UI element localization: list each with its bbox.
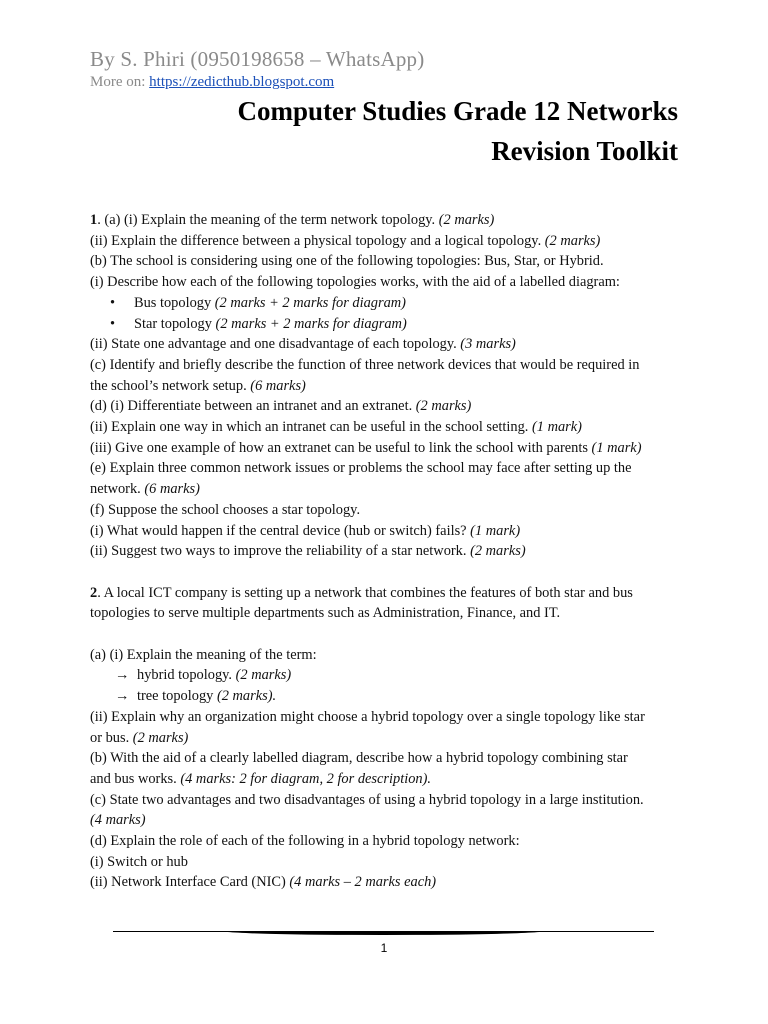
q1-line bbox=[90, 417, 680, 438]
paragraph-gap bbox=[90, 562, 680, 583]
q2-text: and bus works. bbox=[90, 770, 181, 787]
q1-text: (ii) State one advantage and one disadvantage of each topology. bbox=[90, 336, 461, 353]
q2-line: topologies to serve multiple departments such as Administration, Finance, and IT. bbox=[90, 605, 561, 622]
marks: (2 marks) bbox=[132, 729, 189, 746]
q1-line: (e) Explain three common network issues or problems the school may face after setting up the bbox=[90, 460, 632, 477]
marks: (2 marks). bbox=[216, 688, 277, 705]
q2-number: 2 bbox=[90, 584, 98, 601]
q2-line bbox=[90, 810, 680, 831]
bullet-text: Star topology bbox=[134, 315, 216, 332]
q2-line: (ii) Explain why an organization might choose a hybrid topology over a single topology like star bbox=[90, 708, 645, 725]
page-number: 1 bbox=[380, 941, 388, 955]
footer-divider bbox=[113, 931, 654, 937]
q1-line bbox=[90, 210, 680, 231]
q1-line: (i) Describe how each of the following topologies works, with the aid of a labelled diagram: bbox=[90, 274, 620, 291]
marks: (2 marks) bbox=[470, 543, 526, 560]
marks: (2 marks) bbox=[438, 212, 495, 228]
marks: (2 marks + 2 marks for diagram) bbox=[214, 294, 406, 311]
bullet-text: Bus topology bbox=[134, 294, 215, 311]
q1-line bbox=[90, 334, 680, 355]
marks: (2 marks) bbox=[415, 398, 472, 415]
q1-line bbox=[90, 231, 680, 252]
q2-text: or bus. bbox=[90, 729, 133, 746]
marks: (6 marks) bbox=[250, 377, 306, 394]
author-byline: By S. Phiri (0950198658 – WhatsApp) bbox=[90, 47, 425, 71]
q1-line bbox=[90, 479, 680, 500]
marks: (3 marks) bbox=[460, 336, 516, 353]
footer-divider-accent bbox=[223, 931, 544, 935]
q2-line bbox=[90, 872, 680, 893]
marks: (4 marks: 2 for diagram, 2 for description). bbox=[180, 770, 431, 787]
q1-line bbox=[90, 438, 680, 459]
document-title-line-1: Computer Studies Grade 12 Networks bbox=[237, 96, 678, 126]
bullet-icon: • bbox=[110, 294, 116, 311]
arrow-text: hybrid topology. bbox=[137, 667, 236, 684]
q1-text: the school’s network setup. bbox=[90, 377, 251, 394]
q2-line: (b) With the aid of a clearly labelled diagram, describe how a hybrid topology combining star bbox=[90, 750, 628, 767]
marks: (6 marks) bbox=[144, 481, 200, 498]
document-title-line-2: Revision Toolkit bbox=[491, 136, 678, 166]
q1-text: . (a) (i) Explain the meaning of the term network topology. bbox=[97, 212, 439, 228]
q2-line bbox=[90, 769, 680, 790]
arrow-right-icon: → bbox=[115, 688, 130, 705]
q2-text: (ii) Network Interface Card (NIC) bbox=[90, 874, 290, 891]
marks: (1 mark) bbox=[470, 522, 521, 539]
blog-link[interactable]: https://zedicthub.blogspot.com bbox=[149, 74, 335, 90]
q1-line bbox=[90, 376, 680, 397]
q1-text: (ii) Explain one way in which an intranet can be useful in the school setting. bbox=[90, 419, 532, 436]
marks: (1 mark) bbox=[591, 439, 642, 456]
q1-line bbox=[90, 396, 680, 417]
arrow-item bbox=[90, 665, 680, 686]
q2-line bbox=[90, 728, 680, 749]
paragraph-gap bbox=[90, 624, 680, 645]
q2-line: (a) (i) Explain the meaning of the term: bbox=[90, 646, 317, 663]
arrow-item bbox=[90, 686, 680, 707]
bullet-icon: • bbox=[110, 315, 116, 332]
more-on-label: More on: bbox=[90, 74, 146, 90]
q2-text: . A local ICT company is setting up a network that combines the features of both star and bus bbox=[97, 584, 633, 601]
q2-line: (c) State two advantages and two disadvantages of using a hybrid topology in a large institution. bbox=[90, 791, 644, 808]
more-on-line bbox=[90, 74, 334, 91]
q1-text: (i) What would happen if the central device (hub or switch) fails? bbox=[90, 522, 471, 539]
q1-text: (d) (i) Differentiate between an intranet and an extranet. bbox=[90, 398, 416, 415]
q2-line: (d) Explain the role of each of the following in a hybrid topology network: bbox=[90, 833, 520, 850]
q1-line: (f) Suppose the school chooses a star topology. bbox=[90, 501, 361, 518]
q1-line: (c) Identify and briefly describe the function of three network devices that would be required in bbox=[90, 356, 640, 373]
question-body bbox=[90, 210, 680, 893]
q1-text: network. bbox=[90, 481, 145, 498]
marks: (2 marks) bbox=[235, 667, 292, 684]
q1-text: (iii) Give one example of how an extranet can be useful to link the school with parents bbox=[90, 439, 592, 456]
marks: (2 marks + 2 marks for diagram) bbox=[215, 315, 407, 332]
q1-text: (ii) Suggest two ways to improve the reliability of a star network. bbox=[90, 543, 471, 560]
q1-line bbox=[90, 541, 680, 562]
q1-text: (ii) Explain the difference between a physical topology and a logical topology. bbox=[90, 232, 545, 249]
arrow-right-icon: → bbox=[115, 667, 130, 684]
marks: (4 marks – 2 marks each) bbox=[289, 874, 437, 891]
q1-line bbox=[90, 521, 680, 542]
marks: (4 marks) bbox=[90, 812, 146, 829]
bullet-item bbox=[90, 314, 680, 335]
bullet-item bbox=[90, 293, 680, 314]
q2-line: (i) Switch or hub bbox=[90, 853, 188, 870]
q1-line: (b) The school is considering using one of the following topologies: Bus, Star, or Hybrid. bbox=[90, 253, 604, 270]
arrow-text: tree topology bbox=[137, 688, 217, 705]
marks: (2 marks) bbox=[544, 232, 601, 249]
q1-number: 1 bbox=[90, 212, 98, 228]
q2-line bbox=[90, 583, 680, 604]
marks: (1 mark) bbox=[532, 419, 582, 436]
